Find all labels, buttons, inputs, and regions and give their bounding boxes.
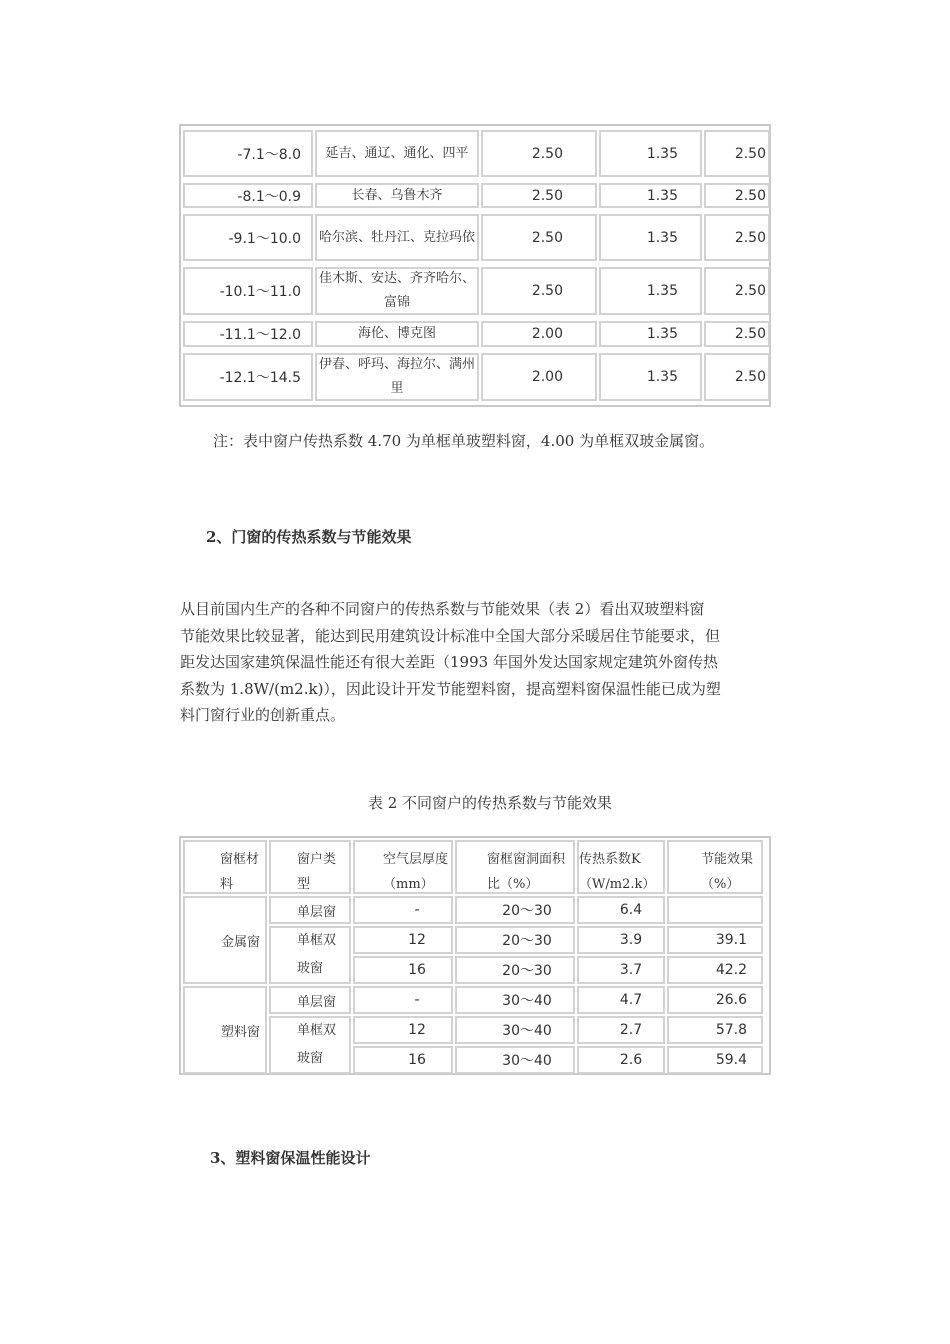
cities-cell: 哈尔滨、牡丹江、克拉玛依: [315, 214, 479, 261]
value-cell: 2.00: [481, 353, 597, 401]
table-row: [183, 128, 767, 179]
paragraph-line: 料门窗行业的创新重点。: [180, 706, 346, 724]
temperature-range-cell: -8.1～0.9: [183, 183, 313, 208]
header-air-layer: 空气层厚度（mm）: [353, 840, 453, 894]
section-2-paragraph: [180, 596, 774, 729]
header-heat-coefficient: 传热系数K（W/m2.k）: [577, 840, 665, 894]
climate-zone-table: [179, 124, 771, 407]
table-2-caption: [0, 792, 950, 813]
header-frame-ratio: 窗框窗洞面积比（%）: [455, 840, 575, 894]
value-cell: 2.50: [704, 321, 770, 347]
table-row: [183, 319, 767, 349]
energy-saving-cell: 26.6: [667, 986, 763, 1014]
energy-saving-cell: 42.2: [667, 956, 763, 984]
temperature-range-cell: -9.1～10.0: [183, 214, 313, 261]
paragraph-line: 节能效果比较显著，能达到民用建筑设计标准中全国大部分采暖居住节能要求，但: [180, 626, 721, 645]
frame-material-cell: 塑料窗: [183, 986, 267, 1074]
heat-coefficient-cell: 3.9: [577, 926, 665, 954]
header-window-type: 窗户类型: [269, 840, 351, 894]
value-cell: 2.50: [704, 214, 770, 261]
energy-saving-cell: 57.8: [667, 1016, 763, 1044]
paragraph-line: 系数为 1.8W/(m2.k)），因此设计开发节能塑料窗，提高塑料窗保温性能已成为塑: [180, 679, 721, 698]
heat-coefficient-cell: 4.7: [577, 986, 665, 1014]
paragraph-line: 距发达国家建筑保温性能还有很大差距（1993 年国外发达国家规定建筑外窗传热: [180, 653, 718, 671]
frame-ratio-cell: 30～40: [455, 1046, 575, 1074]
value-cell: 2.50: [704, 183, 770, 208]
cities-cell: 延吉、通辽、通化、四平: [315, 130, 479, 177]
value-cell: 2.50: [481, 130, 597, 177]
cities-cell: 佳木斯、安达、齐齐哈尔、富锦: [315, 267, 479, 315]
value-cell: 1.35: [599, 130, 702, 177]
table-row: [183, 181, 767, 210]
window-type-cell: 单框双玻窗: [269, 926, 351, 984]
value-cell: 2.50: [704, 130, 770, 177]
value-cell: 1.35: [599, 214, 702, 261]
section-heading-3: 3、塑料窗保温性能设计: [210, 1149, 371, 1167]
air-layer-cell: 12: [353, 1016, 453, 1044]
heat-coefficient-cell: 2.7: [577, 1016, 665, 1044]
frame-material-cell: 金属窗: [183, 896, 267, 984]
value-cell: 2.50: [481, 214, 597, 261]
table-row: [183, 351, 767, 403]
air-layer-cell: -: [353, 986, 453, 1014]
cities-cell: 海伦、博克图: [315, 321, 479, 347]
heat-coefficient-cell: 3.7: [577, 956, 665, 984]
cities-cell: 伊春、呼玛、海拉尔、满州里: [315, 353, 479, 401]
value-cell: 1.35: [599, 321, 702, 347]
energy-saving-cell: 59.4: [667, 1046, 763, 1074]
value-cell: 2.50: [704, 267, 770, 315]
heat-coefficient-cell: 6.4: [577, 896, 665, 924]
table-2-caption-text: 表 2 不同窗户的传热系数与节能效果: [367, 794, 613, 812]
paragraph-line: 从目前国内生产的各种不同窗户的传热系数与节能效果（表 2）看出双玻塑料窗: [180, 600, 705, 618]
window-comparison-table: [179, 836, 771, 1075]
value-cell: 2.50: [704, 353, 770, 401]
header-energy-saving: 节能效果（%）: [667, 840, 763, 894]
heat-coefficient-cell: 2.6: [577, 1046, 665, 1074]
value-cell: 2.00: [481, 321, 597, 347]
frame-ratio-cell: 30～40: [455, 986, 575, 1014]
table-note: 注：表中窗户传热系数 4.70 为单框单玻塑料窗，4.00 为单框双玻金属窗。: [213, 432, 715, 450]
air-layer-cell: 12: [353, 926, 453, 954]
temperature-range-cell: -7.1～8.0: [183, 130, 313, 177]
air-layer-cell: 16: [353, 956, 453, 984]
air-layer-cell: 16: [353, 1046, 453, 1074]
temperature-range-cell: -12.1～14.5: [183, 353, 313, 401]
value-cell: 1.35: [599, 267, 702, 315]
temperature-range-cell: -11.1～12.0: [183, 321, 313, 347]
table-row: [183, 212, 767, 263]
frame-ratio-cell: 20～30: [455, 896, 575, 924]
window-type-cell: 单层窗: [269, 896, 351, 924]
energy-saving-cell: 39.1: [667, 926, 763, 954]
air-layer-cell: -: [353, 896, 453, 924]
value-cell: 1.35: [599, 183, 702, 208]
frame-ratio-cell: 30～40: [455, 1016, 575, 1044]
value-cell: 2.50: [481, 267, 597, 315]
value-cell: 2.50: [481, 183, 597, 208]
section-heading-2: 2、门窗的传热系数与节能效果: [206, 528, 412, 546]
value-cell: 1.35: [599, 353, 702, 401]
window-type-cell: 单层窗: [269, 986, 351, 1014]
energy-saving-cell: [667, 896, 763, 924]
temperature-range-cell: -10.1～11.0: [183, 267, 313, 315]
header-frame-material: 窗框材料: [183, 840, 267, 894]
table-row: [183, 265, 767, 317]
frame-ratio-cell: 20～30: [455, 926, 575, 954]
frame-ratio-cell: 20～30: [455, 956, 575, 984]
window-type-cell: 单框双玻窗: [269, 1016, 351, 1074]
cities-cell: 长春、乌鲁木齐: [315, 183, 479, 208]
